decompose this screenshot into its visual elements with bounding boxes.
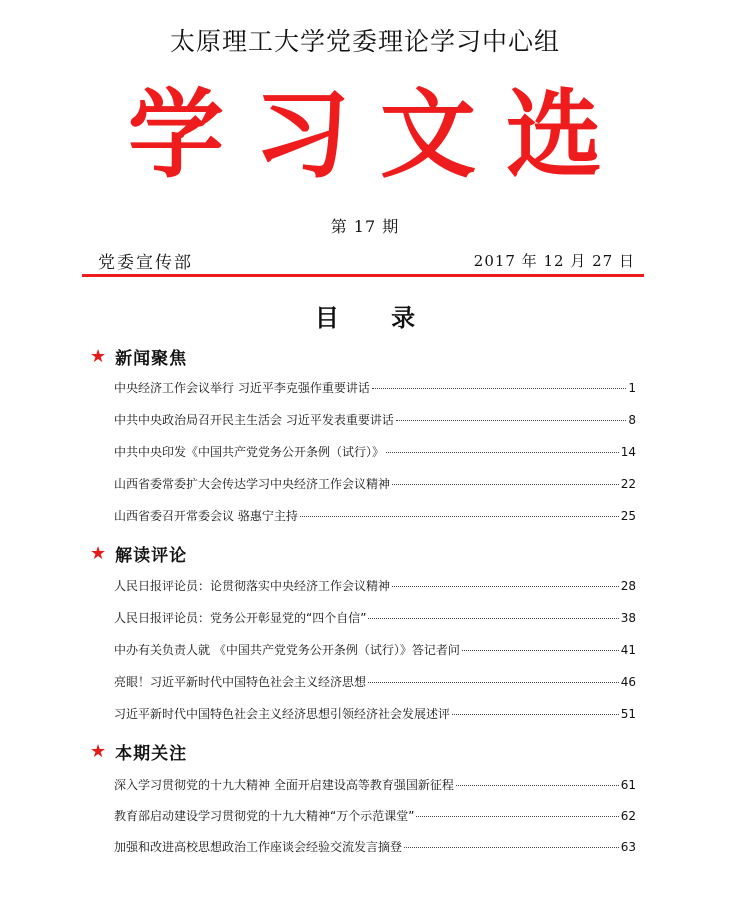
- page-number: 61: [620, 778, 636, 792]
- page-number: 38: [620, 611, 636, 625]
- page-number: 28: [620, 579, 636, 593]
- entry-title: 山西省委常委扩大会传达学习中央经济工作会议精神: [114, 477, 391, 491]
- toc-entry[interactable]: [114, 507, 636, 524]
- page-number: 63: [620, 840, 636, 854]
- entry-title: 中办有关负责人就 《中国共产党党务公开条例（试行）》答记者问: [114, 643, 460, 657]
- toc-entry[interactable]: [114, 443, 636, 460]
- leader-dots: [416, 816, 618, 817]
- toc-entry[interactable]: [114, 807, 636, 824]
- star-icon: ★: [90, 543, 108, 564]
- page-number: 46: [620, 675, 636, 689]
- entry-title: 深入学习贯彻党的十九大精神 全面开启建设高等教育强国新征程: [114, 778, 454, 792]
- toc-entry[interactable]: [114, 705, 636, 722]
- toc-entry[interactable]: [114, 411, 636, 428]
- entry-title: 亮眼！习近平新时代中国特色社会主义经济思想: [114, 675, 367, 689]
- leader-dots: [368, 618, 618, 619]
- leader-dots: [404, 847, 619, 848]
- star-icon: ★: [90, 741, 108, 762]
- leader-dots: [372, 388, 627, 389]
- page-number: 51: [620, 707, 636, 721]
- section-label: 解读评论: [115, 546, 188, 566]
- toc-entry[interactable]: [114, 475, 636, 492]
- page-number: 41: [620, 643, 636, 657]
- page-number: 8: [628, 413, 636, 427]
- entry-title: 教育部启动建设学习贯彻党的十九大精神“万个示范课堂”: [114, 809, 415, 823]
- toc-title: 目 录: [314, 303, 438, 332]
- toc-entry[interactable]: [114, 838, 636, 855]
- leader-dots: [386, 452, 619, 453]
- section-heading: [90, 739, 187, 764]
- leader-dots: [462, 650, 619, 651]
- leader-dots: [456, 785, 619, 786]
- page-number: 14: [620, 445, 636, 459]
- leader-dots: [452, 714, 619, 715]
- issue-date: 2017 年 12 月 27 日: [473, 252, 635, 270]
- entry-title: 习近平新时代中国特色社会主义经济思想引领经济社会发展述评: [114, 707, 451, 721]
- leader-dots: [396, 420, 627, 421]
- toc-entry[interactable]: [114, 577, 636, 594]
- entry-title: 中央经济工作会议举行 习近平李克强作重要讲话: [114, 381, 370, 395]
- entry-title: 人民日报评论员：党务公开彰显党的“四个自信”: [114, 611, 367, 625]
- entry-title: 人民日报评论员：论贯彻落实中央经济工作会议精神: [114, 579, 391, 593]
- masthead-title: 学习文选: [128, 78, 632, 191]
- section-label: 新闻聚焦: [115, 349, 188, 369]
- toc-entry[interactable]: [114, 673, 636, 690]
- toc-entry[interactable]: [114, 379, 636, 396]
- section-heading: [90, 344, 187, 369]
- page-number: 62: [620, 809, 636, 823]
- star-icon: ★: [90, 346, 108, 367]
- leader-dots: [392, 484, 619, 485]
- page-number: 22: [620, 477, 636, 491]
- organization-title: 太原理工大学党委理论学习中心组: [169, 27, 560, 56]
- toc-entry[interactable]: [114, 609, 636, 626]
- toc-entry[interactable]: [114, 776, 636, 793]
- department-name: 党委宣传部: [98, 253, 193, 273]
- section-label: 本期关注: [115, 744, 188, 764]
- leader-dots: [392, 586, 619, 587]
- page-number: 1: [628, 381, 636, 395]
- entry-title: 中共中央政治局召开民主生活会 习近平发表重要讲话: [114, 413, 394, 427]
- entry-title: 加强和改进高校思想政治工作座谈会经验交流发言摘登: [114, 840, 403, 854]
- leader-dots: [368, 682, 619, 683]
- leader-dots: [300, 516, 619, 517]
- issue-number: 第 17 期: [330, 217, 400, 236]
- entry-title: 山西省委召开常委会议 骆惠宁主持: [114, 509, 298, 523]
- section-heading: [90, 541, 187, 566]
- header-divider: [82, 274, 644, 277]
- entry-title: 中共中央印发《中国共产党党务公开条例（试行）》: [114, 445, 385, 459]
- toc-entry[interactable]: [114, 641, 636, 658]
- page-number: 25: [620, 509, 636, 523]
